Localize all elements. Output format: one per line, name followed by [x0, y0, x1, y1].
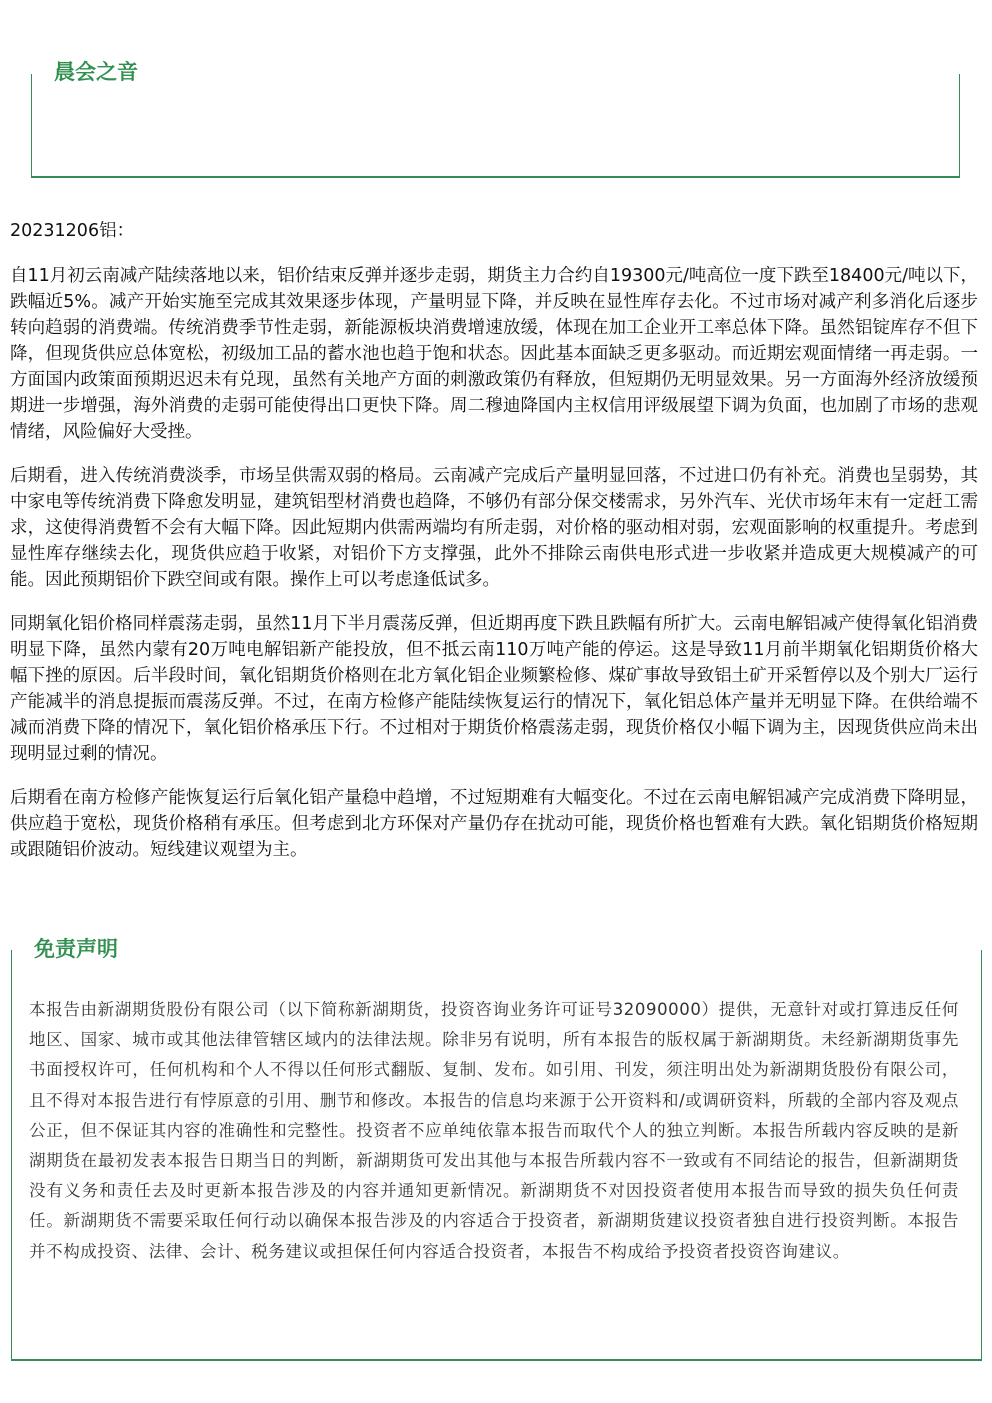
- section-title: 晨会之音: [52, 56, 140, 86]
- paragraph-alumina-review: 同期氧化铝价格同样震荡走弱，虽然11月下半月震荡反弹，但近期再度下跌且跌幅有所扩大。云南电解铝减产使得氧化铝消费明显下降，虽然内蒙有20万吨电解铝新产能投放，但不抵云南110万吨产能的停运。这是导致11月前半期氧化铝期货价格大幅下挫的原因。后半段时间，氧化铝期货价格则在北方氧化铝企业频繁检修、煤矿事故导致铝土矿开采暂停以及个别大厂运行产能减半的消息提振而震荡反弹。不过，在南方检修产能陆续恢复运行的情况下，氧化铝总体产量并无明显下降。在供给端不减而消费下降的情况下，氧化铝价格承压下行。不过相对于期货价格震荡走弱，现货价格仅小幅下调为主，因现货供应尚未出现明显过剩的情况。: [10, 614, 978, 764]
- disclaimer-title: 免责声明: [32, 933, 120, 963]
- paragraph-aluminum-outlook: 后期看，进入传统消费淡季，市场呈供需双弱的格局。云南减产完成后产量明显回落，不过进口仍有补充。消费也呈弱势，其中家电等传统消费下降愈发明显，建筑铝型材消费也趋降，不够仍有部分保交楼需求，另外汽车、光伏市场年末有一定赶工需求，这使得消费暂不会有大幅下降。因此短期内供需两端均有所走弱，对价格的驱动相对弱，宏观面影响的权重提升。考虑到显性库存继续去化，现货供应趋于收紧，对铝价下方支撑强，此外不排除云南供电形式进一步收紧并造成更大规模减产的可能。因此预期铝价下跌空间或有限。操作上可以考虑逢低试多。: [10, 466, 978, 590]
- paragraph-alumina-outlook: 后期看在南方检修产能恢复运行后氧化铝产量稳中趋增，不过短期难有大幅变化。不过在云南电解铝减产完成消费下降明显，供应趋于宽松，现货价格稍有承压。但考虑到北方环保对产量仍存在扰动可能，现货价格也暂难有大跌。氧化铝期货价格短期或跟随铝价波动。短线建议观望为主。: [10, 788, 978, 860]
- report-body: [10, 218, 978, 881]
- report-date: 20231206铝：: [10, 221, 135, 241]
- header-frame: [31, 74, 960, 178]
- disclaimer-text: 本报告由新湖期货股份有限公司（以下简称新湖期货，投资咨询业务许可证号32090000）提供，无意针对或打算违反任何地区、国家、城市或其他法律管辖区域内的法律法规。除非另有说明，所有本报告的版权属于新湖期货。未经新湖期货事先书面授权许可，任何机构和个人不得以任何形式翻版、复制、发布。如引用、刊发，须注明出处为新湖期货股份有限公司，且不得对本报告进行有悖原意的引用、删节和修改。本报告的信息均来源于公开资料和/或调研资料，所载的全部内容及观点公正，但不保证其内容的准确性和完整性。投资者不应单纯依靠本报告而取代个人的独立判断。本报告所载内容反映的是新湖期货在最初发表本报告日期当日的判断，新湖期货可发出其他与本报告所载内容不一致或有不同结论的报告，但新湖期货没有义务和责任去及时更新本报告涉及的内容并通知更新情况。新湖期货不对因投资者使用本报告而导致的损失负任何责任。新湖期货不需要采取任何行动以确保本报告涉及的内容适合于投资者，新湖期货建议投资者独自进行投资判断。本报告并不构成投资、法律、会计、税务建议或担保任何内容适合投资者，本报告不构成给予投资者投资咨询建议。: [29, 1000, 959, 1261]
- paragraph-aluminum-review: 自11月初云南减产陆续落地以来，铝价结束反弹并逐步走弱，期货主力合约自19300元/吨高位一度下跌至18400元/吨以下，跌幅近5%。减产开始实施至完成其效果逐步体现，产量明显下降，并反映在显性库存去化。不过市场对减产利多消化后逐步转向趋弱的消费端。传统消费季节性走弱，新能源板块消费增速放缓，体现在加工企业开工率总体下降。虽然铝锭库存不但下降，但现货供应总体宽松，初级加工品的蓄水池也趋于饱和状态。因此基本面缺乏更多驱动。而近期宏观面情绪一再走弱。一方面国内政策面预期迟迟未有兑现，虽然有关地产方面的刺激政策仍有释放，但短期仍无明显效果。另一方面海外经济放缓预期进一步增强，海外消费的走弱可能使得出口更快下降。周二穆迪降国内主权信用评级展望下调为负面，也加剧了市场的悲观情绪，风险偏好大受挫。: [10, 266, 978, 442]
